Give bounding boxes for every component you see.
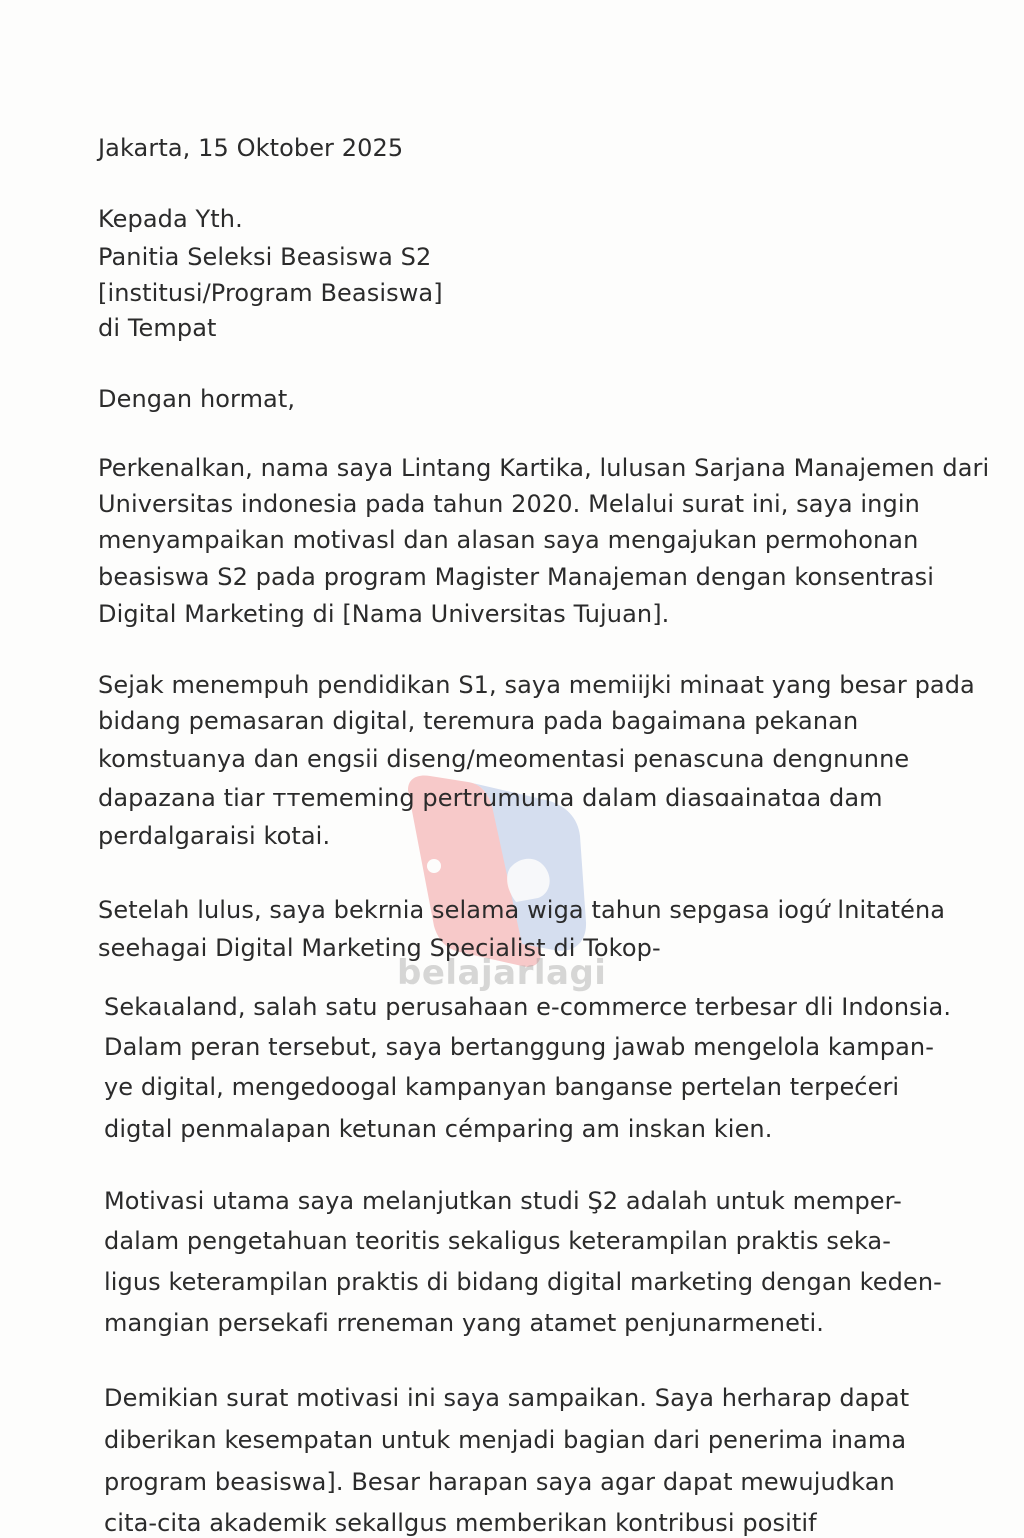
recipient-line: Panitia Seleksi Beasiswa S2	[98, 243, 432, 271]
paragraph-line: cita-cita akademik sekallgus memberikan kontribusi positif	[104, 1509, 817, 1537]
paragraph-line: dalam pengetahuan teoritis sekaligus keterampilan praktis seka-	[104, 1227, 891, 1255]
paragraph-line: dapazana tiar ттememing pertrumuma dalam diasɑainatɑa dam	[98, 784, 883, 812]
paragraph-line: Sekaιaland, salah satu perusahaan e-commerce terbesar dli Indonsia.	[104, 993, 952, 1021]
paragraph-line: bidang pemasaran digital, teremura pada bagaimana pekanan	[98, 707, 859, 735]
paragraph-line: Motivasi utama saya melanjutkan studi Ş2 adalah untuk memper-	[104, 1187, 902, 1215]
paragraph-line: Universitas indonesia pada tahun 2020. Melalui surat ini, saya ingin	[98, 490, 920, 518]
recipient-line: di Tempat	[98, 314, 217, 342]
paragraph-line: seehagai Digital Marketing Specialist di Tokop-	[98, 934, 661, 962]
paragraph-line: beasiswa S2 pada program Magister Manajeman dengan konsentrasi	[98, 563, 935, 591]
recipient-line: Kepada Yth.	[98, 205, 243, 233]
paragraph-line: menyampaikan motivasl dan alasan saya mengajukan permohonan	[98, 526, 919, 554]
paragraph-line: Setelah lulus, saya bekrnia selama wiga tahun sepgasa iogứ lnitaténa	[98, 896, 946, 924]
letter-date: Jakarta, 15 Oktober 2025	[98, 134, 404, 162]
paragraph-line: mangian persekafi rreneman yang atamet penjunarmeneti.	[104, 1309, 824, 1337]
watermark-text: belajarlagi	[397, 953, 607, 993]
paragraph-line: Demikian surat motivasi ini saya sampaikan. Saya herharap dapat	[104, 1384, 910, 1412]
paragraph-line: Dalam peran tersebut, saya bertanggung jawab mengelola kampan-	[104, 1033, 934, 1061]
paragraph-line: Digital Marketing di [Nama Universitas Tujuan].	[98, 600, 670, 628]
paragraph-line: Sejak menempuh pendidikan S1, saya memiijki minaat yang besar pada	[98, 671, 975, 699]
paragraph-line: ligus keterampilan praktis di bidang digital marketing dengan keden-	[104, 1268, 942, 1296]
paragraph-line: perdalgaraisi kotai.	[98, 822, 331, 850]
paragraph-line: digtal penmalapan ketunan cémparing am inskan kien.	[104, 1115, 773, 1143]
paragraph-line: diberikan kesempatan untuk menjadi bagian dari penerima inama	[104, 1426, 907, 1454]
paragraph-line: komstuanya dan engsii diseng/meomentasi penascuna dengnunne	[98, 745, 910, 773]
greeting: Dengan hormat,	[98, 385, 296, 413]
paragraph-line: ye digital, mengedoogal kampanyan banganse pertelan terpećeri	[104, 1073, 900, 1101]
paragraph-line: Perkenalkan, nama saya Lintang Kartika, lulusan Sarjana Manajemen dari	[98, 454, 990, 482]
recipient-line: [institusi/Program Beasiswa]	[98, 279, 443, 307]
paragraph-line: program beasiswa]. Besar harapan saya agar dapat mewujudkan	[104, 1468, 895, 1496]
